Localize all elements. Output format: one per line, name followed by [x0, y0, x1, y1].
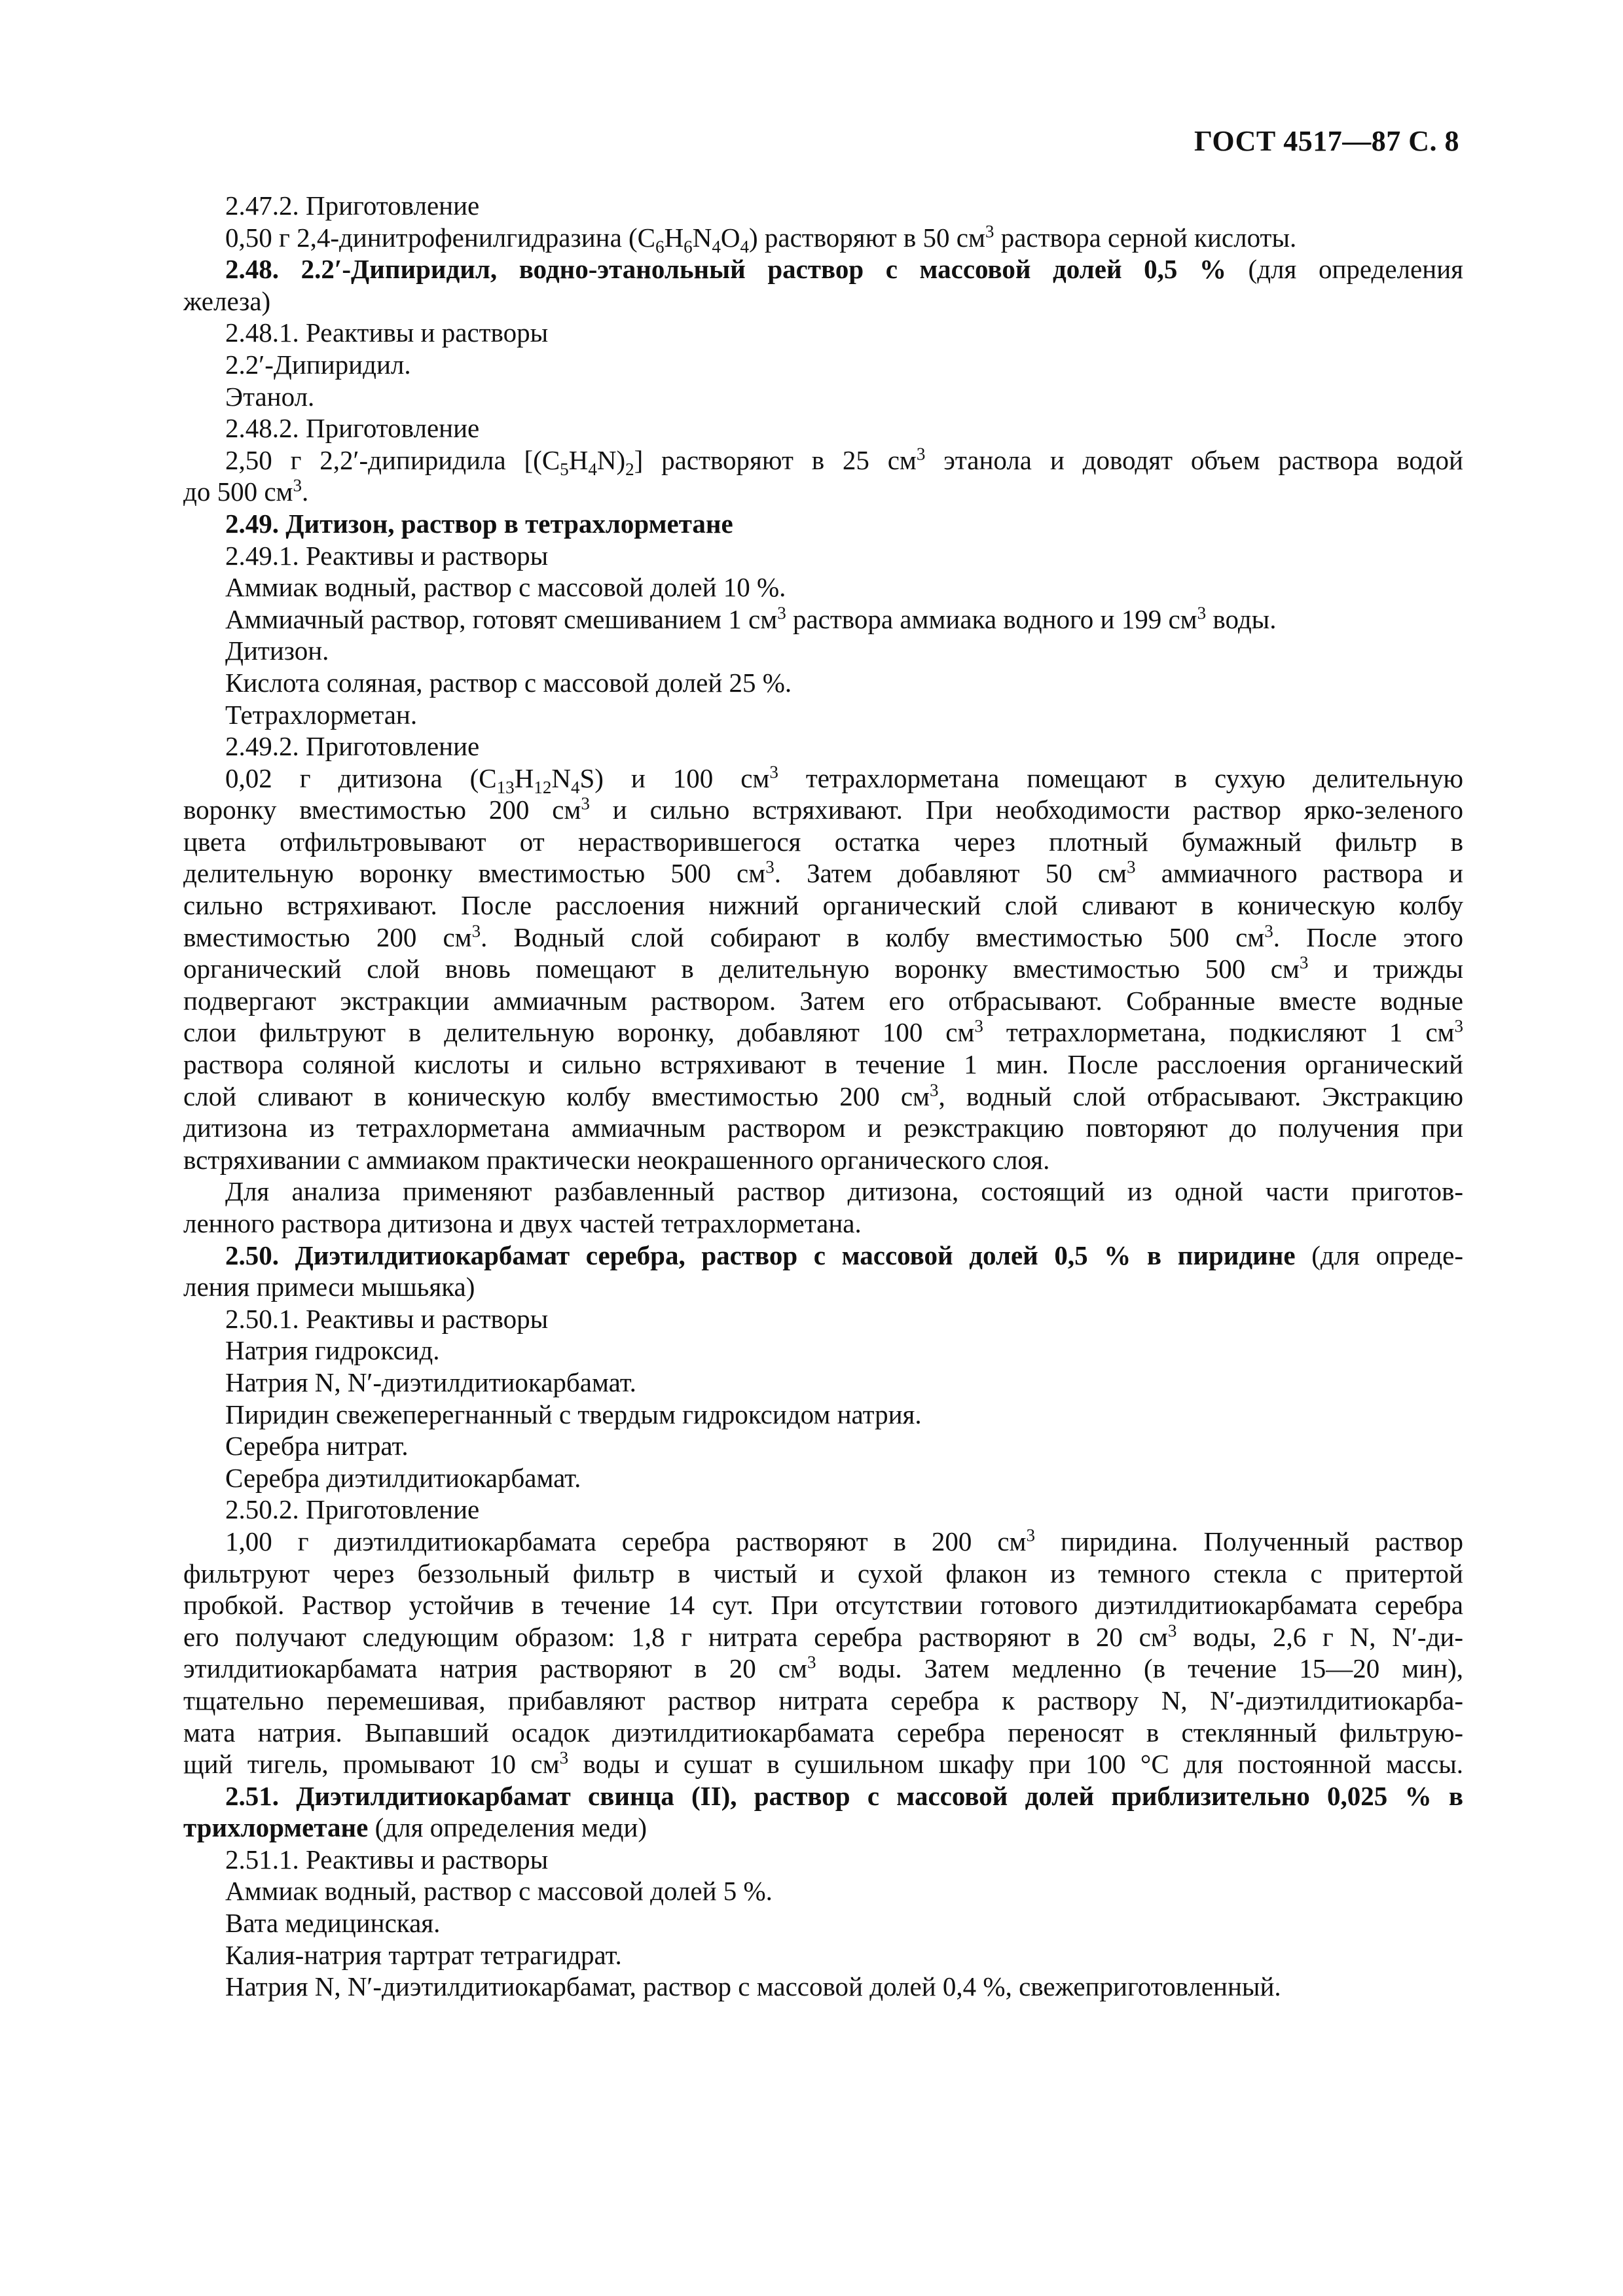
text-line	[183, 635, 1463, 667]
superscript: 3	[581, 793, 590, 814]
text-line	[183, 1907, 1463, 1939]
text-run: (для определения	[1226, 254, 1463, 285]
text-run: S) и 100 см	[579, 762, 770, 793]
text-run: Пиридин свежеперегнанный с твердым гидроксидом натрия.	[225, 1399, 922, 1429]
text-run: фильтруют через беззольный фильтр в чистый и сухой флакон из темного стекла с притертой	[183, 1558, 1463, 1588]
text-run: ) растворяют в 50 см	[748, 222, 985, 253]
text-run: воронку вместимостью 200 см	[183, 795, 581, 825]
text-run: 2.51.1. Реактивы и растворы	[225, 1844, 549, 1874]
text-run: H	[664, 222, 684, 253]
text-line	[183, 571, 1463, 603]
text-run: Аммиак водный, раствор с массовой долей 10 %.	[225, 572, 786, 603]
text-run: ления примеси мышьяка)	[183, 1272, 475, 1302]
text-run: мата натрия. Выпавший осадок диэтилдитиокарбамата серебра переносят в стеклянный фильтрую-	[183, 1717, 1463, 1748]
text-run: раствора аммиака водного и 199 см	[786, 603, 1197, 634]
text-line	[183, 1939, 1463, 1971]
superscript: 3	[777, 603, 786, 623]
text-line	[183, 1430, 1463, 1462]
text-line	[183, 1271, 1463, 1303]
text-run: пиридина. Полученный раствор	[1035, 1526, 1464, 1556]
text-run: этилдитиокарбамата натрия растворяют в 20 см	[183, 1653, 807, 1684]
text-run: щий тигель, промывают 10 см	[183, 1749, 560, 1780]
text-line	[183, 762, 1463, 795]
superscript: 3	[807, 1652, 816, 1672]
text-line	[183, 1208, 1463, 1240]
text-run: , водный слой отбрасывают. Экстракцию	[938, 1081, 1463, 1111]
superscript: 3	[1264, 921, 1273, 941]
text-run: Калия-натрия тартрат тетрагидрат.	[225, 1939, 622, 1970]
text-line	[183, 1653, 1463, 1685]
subscript: 4	[712, 236, 721, 257]
text-run: Этанол.	[225, 381, 315, 412]
text-run: . Затем добавляют 50 см	[774, 858, 1127, 889]
superscript: 3	[1167, 1621, 1177, 1641]
text-line	[183, 412, 1463, 444]
superscript: 3	[1299, 952, 1309, 973]
text-run: O	[720, 222, 740, 253]
text-line	[183, 1780, 1463, 1812]
text-run: 1,00 г диэтилдитиокарбамата серебра растворяют в 200 см	[225, 1526, 1027, 1556]
text-run: Натрия N, N′-диэтилдитиокарбамат.	[225, 1367, 636, 1397]
text-run: этанола и доводят объем раствора водой	[925, 444, 1463, 475]
text-run: Серебра нитрат.	[225, 1431, 409, 1462]
text-run: .	[302, 476, 309, 507]
text-run: 2.49.2. Приготовление	[225, 731, 480, 762]
subscript: 4	[570, 777, 580, 797]
text-line	[183, 1494, 1463, 1526]
text-run: 0,02 г дитизона (C	[225, 762, 497, 793]
subscript: 4	[740, 236, 749, 257]
text-line	[183, 1812, 1463, 1844]
text-line	[183, 285, 1463, 317]
text-line	[183, 1685, 1463, 1717]
text-run: Аммиачный раствор, готовят смешиванием 1 см	[225, 603, 778, 634]
text-run: Дитизон.	[225, 636, 329, 666]
text-run: его получают следующим образом: 1,8 г нитрата серебра растворяют в 20 см	[183, 1621, 1168, 1652]
superscript: 3	[974, 1016, 983, 1036]
text-run: раствора серной кислоты.	[994, 222, 1297, 253]
text-run: 2.48.2. Приготовление	[225, 413, 480, 444]
text-run: воды. Затем медленно (в течение 15—20 мин),	[816, 1653, 1463, 1684]
text-line	[183, 1335, 1463, 1367]
subscript: 13	[496, 777, 515, 797]
text-run: Натрия гидроксид.	[225, 1335, 440, 1366]
superscript: 3	[916, 444, 926, 464]
text-run: 2.47.2. Приготовление	[225, 190, 480, 221]
text-line	[183, 190, 1463, 222]
text-line	[183, 1844, 1463, 1876]
text-line	[183, 1367, 1463, 1399]
text-run: 2.49.1. Реактивы и растворы	[225, 540, 549, 571]
text-line	[183, 1462, 1463, 1494]
text-line	[183, 1748, 1463, 1780]
text-line	[183, 826, 1463, 858]
superscript: 3	[985, 221, 994, 241]
text-line	[183, 1717, 1463, 1749]
text-run: . Водный слой собирают в колбу вместимостью 500 см	[481, 922, 1265, 952]
text-line	[183, 1049, 1463, 1081]
text-line	[183, 1144, 1463, 1176]
text-line	[183, 1621, 1463, 1653]
section-heading: 2.51. Диэтилдитиокарбамат свинца (II), раствор с массовой долей приблизительно 0,025 % в	[225, 1780, 1463, 1811]
text-line	[183, 794, 1463, 826]
text-line	[183, 857, 1463, 889]
superscript: 3	[765, 857, 775, 877]
text-run: Вата медицинская.	[225, 1908, 441, 1939]
text-run: цвета отфильтровывают от нерастворившегося остатка через плотный бумажный фильтр в	[183, 826, 1463, 857]
subscript: 4	[588, 459, 597, 479]
text-run: делительную воронку вместимостью 500 см	[183, 858, 766, 889]
subscript: 5	[560, 459, 569, 479]
text-run: 2,50 г 2,2′-дипиридила [(C	[225, 444, 560, 475]
text-run: . После этого	[1273, 922, 1463, 952]
text-run: ] растворяют в 25 см	[634, 444, 917, 475]
text-run: 2.2′-Дипиридил.	[225, 349, 411, 380]
text-line	[183, 1303, 1463, 1335]
text-run: раствора соляной кислоты и сильно встряхивают в течение 1 мин. После расслоения органический	[183, 1049, 1463, 1080]
text-run: слой сливают в коническую колбу вместимостью 200 см	[183, 1081, 930, 1111]
superscript: 3	[1127, 857, 1136, 877]
text-line	[183, 1589, 1463, 1621]
text-line	[183, 889, 1463, 922]
text-run: дитизона из тетрахлорметана аммиачным раствором и реэкстракцию повторяют до получения при	[183, 1113, 1463, 1143]
text-line	[183, 1875, 1463, 1907]
text-run: H	[568, 444, 589, 475]
section-heading: 2.48. 2.2′-Дипиридил, водно-этанольный раствор с массовой долей 0,5 %	[225, 254, 1226, 285]
text-run: N)	[596, 444, 626, 475]
text-run: и сильно встряхивают. При необходимости раствор ярко-зеленого	[589, 795, 1463, 825]
superscript: 3	[1026, 1525, 1036, 1545]
text-run: аммиачного раствора и	[1135, 858, 1463, 889]
text-run: Натрия N, N′-диэтилдитиокарбамат, раствор с массовой долей 0,4 %, свежеприготовленный.	[225, 1971, 1281, 2002]
text-line	[183, 476, 1463, 508]
text-line	[183, 922, 1463, 954]
text-run: воды, 2,6 г N, N′-ди-	[1176, 1621, 1463, 1652]
text-line	[183, 985, 1463, 1017]
text-run: воды и сушат в сушильном шкафу при 100 °С для постоянной массы.	[568, 1749, 1464, 1780]
superscript: 3	[769, 762, 778, 782]
text-run: тетрахлорметана, подкисляют 1 см	[983, 1017, 1455, 1048]
text-line	[183, 1971, 1463, 2003]
superscript: 3	[559, 1748, 569, 1768]
text-run: 0,50 г 2,4-динитрофенилгидразина (C	[225, 222, 656, 253]
text-run: ленного раствора дитизона и двух частей тетрахлорметана.	[183, 1208, 862, 1238]
subscript: 6	[655, 236, 665, 257]
text-line	[183, 221, 1463, 257]
text-run: Тетрахлорметан.	[225, 699, 418, 730]
superscript: 3	[471, 921, 481, 941]
text-run: тетрахлорметана помещают в сухую делительную	[778, 762, 1463, 793]
section-heading: 2.50. Диэтилдитиокарбамат серебра, раствор с массовой долей 0,5 % в пиридине	[225, 1240, 1296, 1270]
text-line	[183, 253, 1463, 285]
superscript: 3	[293, 475, 302, 495]
text-run: вместимостью 200 см	[183, 922, 472, 952]
text-line	[183, 603, 1463, 636]
text-run: H	[514, 762, 534, 793]
text-run: 2.50.1. Реактивы и растворы	[225, 1303, 549, 1334]
text-run: Аммиак водный, раствор с массовой долей 5 %.	[225, 1876, 773, 1907]
text-line	[183, 1175, 1463, 1208]
text-line	[183, 1112, 1463, 1144]
superscript: 3	[929, 1079, 939, 1100]
text-run: пробкой. Раствор устойчив в течение 14 сут. При отсутствии готового диэтилдитиокарбамата серебра	[183, 1590, 1463, 1621]
text-line	[183, 1240, 1463, 1272]
text-run: N	[551, 762, 571, 793]
section-heading: трихлорметане	[183, 1812, 369, 1843]
text-run: Для анализа применяют разбавленный раствор дитизона, состоящий из одной части приготов-	[225, 1176, 1463, 1207]
text-line	[183, 381, 1463, 413]
text-run: 2.50.2. Приготовление	[225, 1494, 480, 1525]
text-line	[183, 1016, 1463, 1049]
subscript: 2	[625, 459, 634, 479]
text-line	[183, 1526, 1463, 1558]
text-line	[183, 317, 1463, 349]
superscript: 3	[1197, 603, 1207, 623]
text-run: слои фильтруют в делительную воронку, добавляют 100 см	[183, 1017, 975, 1048]
text-run: Кислота соляная, раствор с массовой долей 25 %.	[225, 667, 792, 698]
text-line	[183, 508, 1463, 540]
text-line	[183, 540, 1463, 572]
text-line	[183, 667, 1463, 699]
text-run: N	[692, 222, 712, 253]
text-line	[183, 349, 1463, 381]
text-line	[183, 1558, 1463, 1590]
text-run: встряхивании с аммиаком практически неокрашенного органического слоя.	[183, 1144, 1050, 1175]
subscript: 6	[684, 236, 693, 257]
section-heading: 2.49. Дитизон, раствор в тетрахлорметане	[225, 508, 733, 539]
superscript: 3	[1454, 1016, 1463, 1036]
text-line	[183, 699, 1463, 731]
text-run: до 500 см	[183, 476, 293, 507]
text-run: Серебра диэтилдитиокарбамат.	[225, 1462, 581, 1493]
text-run: 2.48.1. Реактивы и растворы	[225, 317, 549, 348]
text-run: (для определения меди)	[368, 1812, 647, 1843]
text-run: железа)	[183, 285, 271, 316]
text-line	[183, 1399, 1463, 1431]
text-run: (для опреде-	[1295, 1240, 1463, 1270]
text-line	[183, 953, 1463, 985]
text-run: и трижды	[1308, 954, 1463, 984]
text-run: органический слой вновь помещают в делительную воронку вместимостью 500 см	[183, 954, 1300, 984]
text-run: тщательно перемешивая, прибавляют раствор нитрата серебра к раствору N, N′-диэтилдитиокарба-	[183, 1685, 1463, 1715]
page-header: ГОСТ 4517—87 С. 8	[1194, 125, 1459, 157]
document-body	[183, 190, 1463, 2003]
text-run: подвергают экстракции аммиачным раствором. Затем его отбрасывают. Собранные вместе водные	[183, 985, 1463, 1016]
text-run: сильно встряхивают. После расслоения нижний органический слой сливают в коническую колбу	[183, 890, 1463, 921]
subscript: 12	[534, 777, 552, 797]
text-line	[183, 1081, 1463, 1113]
text-line	[183, 444, 1463, 479]
text-run: воды.	[1206, 603, 1277, 634]
text-line	[183, 730, 1463, 762]
